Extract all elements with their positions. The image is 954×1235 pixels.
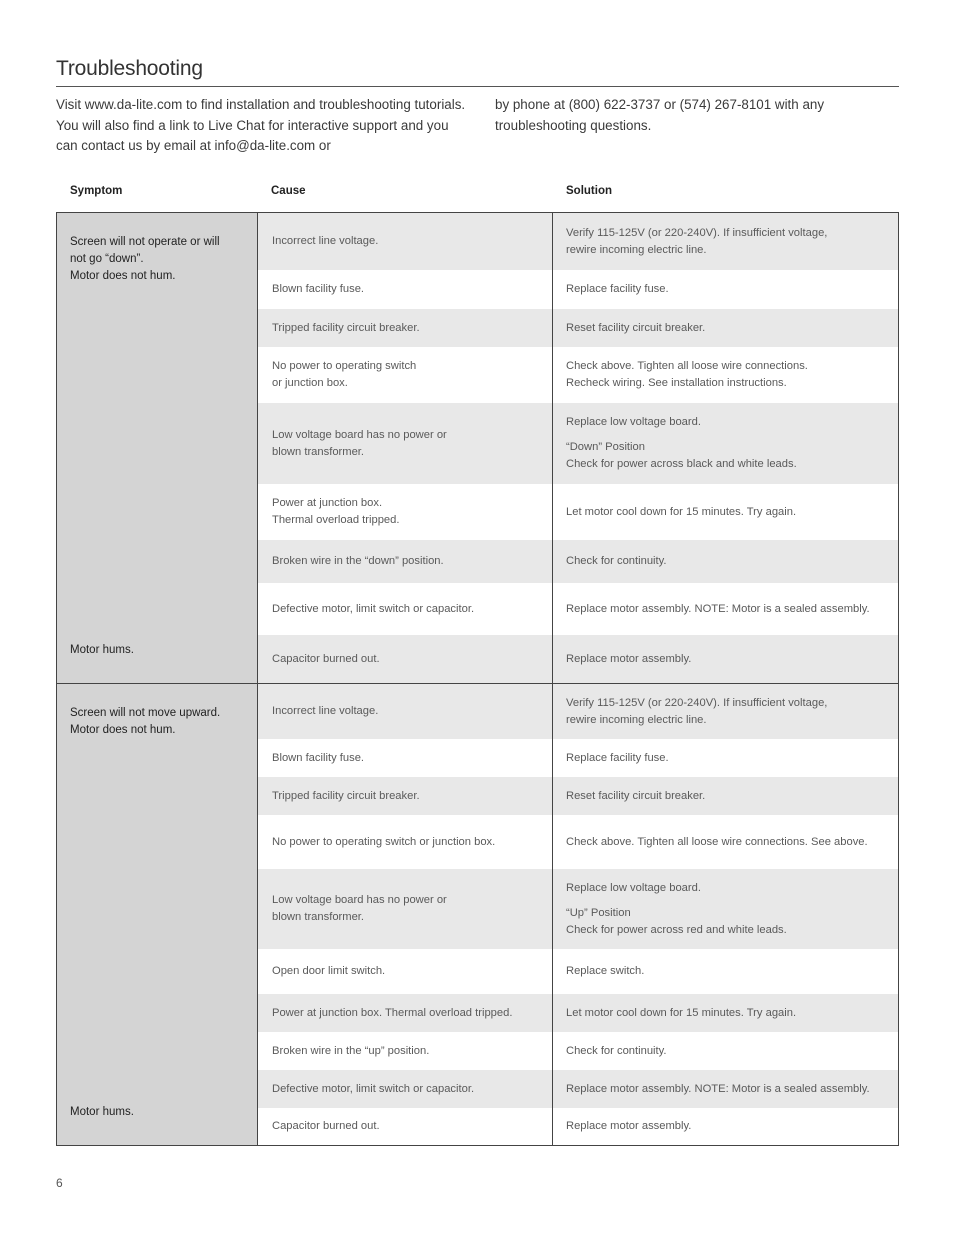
cause-line: Blown facility fuse. (272, 283, 365, 295)
symptom-line: Screen will not move upward. (70, 707, 221, 719)
solution-line: Verify 115-125V (or 220-240V). If insufficient voltage, (566, 696, 828, 709)
table-row (258, 635, 898, 683)
symptom-line: not go “down”. (70, 253, 144, 265)
solution-cell (553, 949, 898, 994)
table-row (258, 1070, 898, 1108)
cause-line: Low voltage board has no power or (272, 428, 447, 441)
table-row (258, 309, 898, 347)
solution-cell (553, 540, 898, 583)
solution-cell (553, 1108, 898, 1145)
cause-cell (258, 347, 553, 403)
table-row (258, 815, 898, 869)
cause-cell (258, 270, 553, 309)
solution-line: Let motor cool down for 15 minutes. Try again. (566, 505, 797, 518)
solution-line: Check for continuity. (566, 1044, 667, 1057)
solution-line: Replace facility fuse. (566, 751, 669, 764)
table-rows (258, 684, 898, 1145)
solution-cell (553, 635, 898, 683)
solution-cell (553, 347, 898, 403)
symptom-line: Screen will not operate or will (70, 236, 220, 248)
solution-line: Replace motor assembly. NOTE: Motor is a sealed assembly. (566, 1082, 870, 1095)
solution-line: Replace motor assembly. (566, 1120, 692, 1132)
solution-cell (553, 270, 898, 309)
title-divider (56, 86, 899, 87)
paragraph-gap (566, 431, 886, 439)
solution-line: Check above. Tighten all loose wire connections. (566, 360, 808, 372)
cause-line: Tripped facility circuit breaker. (272, 321, 420, 334)
cause-cell (258, 949, 553, 994)
table-rows (258, 213, 898, 683)
solution-cell (553, 815, 898, 869)
table-row (258, 213, 898, 270)
table-row (258, 583, 898, 635)
cause-cell (258, 1032, 553, 1070)
cause-line: Low voltage board has no power or (272, 894, 447, 906)
table-row (258, 949, 898, 994)
cause-line: Broken wire in the “up” position. (272, 1044, 430, 1057)
cause-cell (258, 635, 553, 683)
solution-cell (553, 484, 898, 540)
solution-cell (553, 777, 898, 815)
solution-line: rewire incoming electric line. (566, 243, 707, 256)
cause-cell (258, 684, 553, 739)
solution-line: Check for continuity. (566, 555, 667, 567)
cause-cell (258, 583, 553, 635)
cause-line: Defective motor, limit switch or capacitor. (272, 602, 475, 615)
table-row (258, 270, 898, 309)
table-row (258, 684, 898, 739)
symptom-text-motor-hums: Motor hums. (70, 644, 134, 656)
solution-cell (553, 213, 898, 270)
table-row (258, 1032, 898, 1070)
cause-cell (258, 540, 553, 583)
cause-cell (258, 869, 553, 949)
column-header-symptom: Symptom (70, 185, 123, 197)
cause-line: blown transformer. (272, 911, 365, 923)
symptom-line: Motor does not hum. (70, 724, 176, 736)
paragraph-gap (566, 897, 886, 905)
cause-line: Open door limit switch. (272, 965, 386, 977)
symptom-cell (57, 684, 258, 1145)
solution-cell (553, 994, 898, 1032)
solution-cell (553, 869, 898, 949)
symptom-group (57, 213, 898, 683)
solution-line: “Down” Position (566, 441, 645, 453)
table-row (258, 777, 898, 815)
solution-line: rewire incoming electric line. (566, 713, 707, 726)
cause-line: Blown facility fuse. (272, 751, 365, 764)
symptom-cell (57, 213, 258, 683)
cause-line: or junction box. (272, 377, 348, 389)
cause-cell (258, 815, 553, 869)
cause-cell (258, 1070, 553, 1108)
page-title: Troubleshooting (56, 57, 203, 80)
cause-line: Power at junction box. (272, 497, 383, 509)
cause-cell (258, 1108, 553, 1145)
cause-line: No power to operating switch or junction box. (272, 835, 496, 848)
solution-cell (553, 309, 898, 347)
troubleshooting-table (56, 212, 899, 1146)
solution-line: Replace low voltage board. (566, 416, 701, 428)
solution-cell (553, 583, 898, 635)
table-row (258, 1108, 898, 1145)
table-row (258, 869, 898, 949)
cause-cell (258, 403, 553, 484)
table-row (258, 540, 898, 583)
page-number: 6 (56, 1176, 63, 1190)
table-row (258, 739, 898, 777)
cause-cell (258, 213, 553, 270)
solution-line: Replace motor assembly. (566, 652, 692, 665)
cause-line: blown transformer. (272, 445, 365, 458)
symptom-group (57, 683, 898, 1145)
cause-line: Power at junction box. Thermal overload tripped. (272, 1006, 513, 1019)
cause-cell (258, 994, 553, 1032)
solution-cell (553, 739, 898, 777)
solution-line: “Up” Position (566, 906, 631, 919)
symptom-line: Motor does not hum. (70, 270, 176, 282)
solution-cell (553, 1032, 898, 1070)
solution-line: Reset facility circuit breaker. (566, 789, 706, 802)
cause-line: Broken wire in the “down” position. (272, 555, 444, 567)
cause-line: Thermal overload tripped. (272, 514, 400, 526)
solution-line: Reset facility circuit breaker. (566, 321, 706, 334)
solution-cell (553, 684, 898, 739)
cause-line: Capacitor burned out. (272, 652, 380, 665)
cause-cell (258, 309, 553, 347)
column-header-cause: Cause (271, 185, 306, 197)
intro-text-left: Visit www.da-lite.com to find installation and troubleshooting tutorials. You will also find a link to Live Chat for interactive support and you can contact us by email at info@da-lite.com or (56, 97, 466, 153)
cause-line: Incorrect line voltage. (272, 235, 379, 247)
solution-line: Let motor cool down for 15 minutes. Try again. (566, 1006, 797, 1019)
table-row (258, 484, 898, 540)
cause-line: Incorrect line voltage. (272, 705, 379, 717)
solution-line: Replace low voltage board. (566, 881, 701, 894)
cause-line: Defective motor, limit switch or capacitor. (272, 1082, 475, 1095)
symptom-text-motor-hums: Motor hums. (70, 1106, 134, 1118)
table-row (258, 347, 898, 403)
cause-cell (258, 484, 553, 540)
solution-line: Check for power across red and white leads. (566, 923, 787, 936)
solution-line: Replace facility fuse. (566, 283, 669, 295)
table-row (258, 994, 898, 1032)
symptom-text (70, 234, 250, 285)
cause-cell (258, 739, 553, 777)
solution-cell (553, 403, 898, 484)
solution-cell (553, 1070, 898, 1108)
cause-line: Capacitor burned out. (272, 1120, 380, 1132)
cause-line: Tripped facility circuit breaker. (272, 789, 420, 802)
cause-line: No power to operating switch (272, 360, 417, 372)
solution-line: Replace switch. (566, 965, 645, 977)
solution-line: Check above. Tighten all loose wire connections. See above. (566, 835, 868, 848)
solution-line: Recheck wiring. See installation instructions. (566, 377, 787, 389)
solution-line: Verify 115-125V (or 220-240V). If insufficient voltage, (566, 226, 828, 239)
solution-line: Replace motor assembly. NOTE: Motor is a sealed assembly. (566, 602, 870, 615)
cause-cell (258, 777, 553, 815)
solution-line: Check for power across black and white leads. (566, 458, 797, 470)
table-row (258, 403, 898, 484)
column-header-solution: Solution (566, 185, 612, 197)
intro-text-right: by phone at (800) 622-3737 or (574) 267-8101 with any troubleshooting questions. (495, 97, 825, 133)
symptom-text (70, 705, 250, 739)
